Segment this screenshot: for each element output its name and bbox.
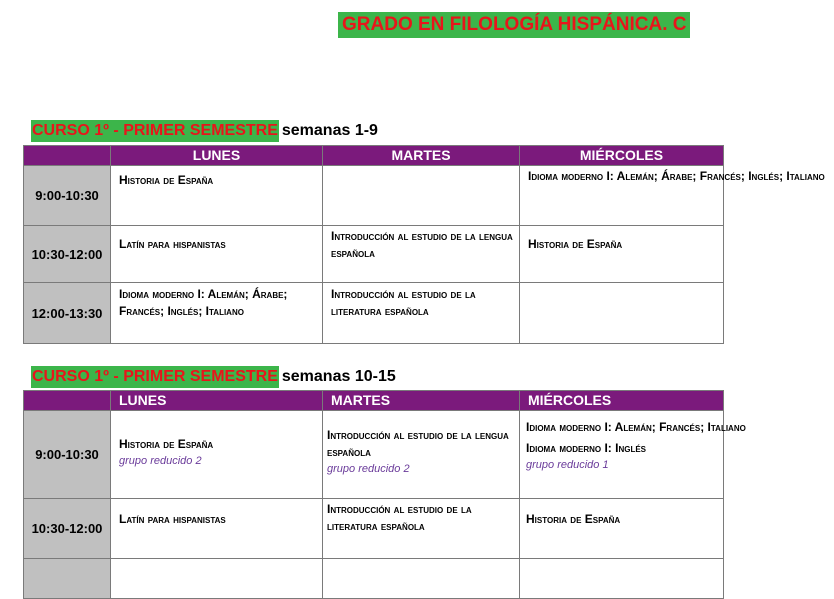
- table-header-row: [24, 391, 724, 411]
- page-title: GRADO EN FILOLOGÍA HISPÁNICA. C: [338, 12, 690, 38]
- subject: Idioma moderno I: Inglés: [526, 441, 646, 455]
- subject: [520, 283, 723, 289]
- subject: Idioma moderno I: Alemán; Árabe; Francés; Inglés; Italiano: [528, 169, 825, 183]
- table-row: [24, 226, 724, 283]
- time-slot: 12:00-13:30: [24, 283, 111, 344]
- class-cell: [111, 226, 323, 283]
- table-row: [24, 499, 724, 559]
- subject: Historia de España: [526, 512, 621, 526]
- subject: Historia de España: [119, 437, 214, 451]
- class-cell: [323, 499, 520, 559]
- table-row: [24, 559, 724, 599]
- table-row: [24, 166, 724, 226]
- subject: Idioma moderno I: Alemán; Árabe; Francés; Inglés; Italiano: [119, 287, 288, 318]
- subject: Latín para hispanistas: [119, 512, 226, 526]
- class-cell: [520, 499, 724, 559]
- class-cell: [520, 283, 724, 344]
- header-miercoles: MIÉRCOLES: [520, 391, 724, 411]
- section-heading-1: [31, 120, 378, 142]
- subject: Introducción al estudio de la literatura española: [327, 502, 472, 533]
- group-note: grupo reducido 2: [327, 463, 410, 475]
- class-cell: [111, 411, 323, 499]
- time-slot: 10:30-12:00: [24, 499, 111, 559]
- time-slot: 9:00-10:30: [24, 411, 111, 499]
- subject: Latín para hispanistas: [119, 237, 226, 251]
- schedule-table-weeks-1-9: [23, 145, 825, 344]
- class-cell: [323, 226, 520, 283]
- header-miercoles: MIÉRCOLES: [520, 146, 724, 166]
- header-blank: [24, 391, 111, 411]
- header-lunes: LUNES: [111, 146, 323, 166]
- header-blank: [24, 146, 111, 166]
- table-row: [24, 283, 724, 344]
- class-cell: [520, 166, 825, 226]
- class-cell: [111, 283, 323, 344]
- time-slot: 10:30-12:00: [24, 226, 111, 283]
- table-row: [24, 411, 724, 499]
- subject: Idioma moderno I: Alemán; Francés; Italiano: [526, 420, 746, 434]
- section-heading-2: [31, 366, 396, 388]
- weeks-label: semanas 1-9: [281, 122, 378, 139]
- header-martes: MARTES: [323, 146, 520, 166]
- weeks-label: semanas 10-15: [281, 368, 396, 385]
- subject: Historia de España: [528, 237, 623, 251]
- subject: Historia de España: [119, 173, 214, 187]
- course-tag: CURSO 1º - PRIMER SEMESTRE: [31, 366, 279, 388]
- subject: Introducción al estudio de la lengua española: [331, 229, 513, 260]
- header-martes: MARTES: [323, 391, 520, 411]
- class-cell: [111, 166, 323, 226]
- schedule-table-weeks-10-15: [23, 390, 746, 599]
- table-header-row: [24, 146, 724, 166]
- class-cell: [323, 283, 520, 344]
- class-cell: [520, 411, 746, 499]
- subject: Introducción al estudio de la lengua española: [327, 428, 509, 459]
- group-note: grupo reducido 1: [526, 459, 609, 471]
- group-note: grupo reducido 2: [119, 455, 202, 467]
- subject: Introducción al estudio de la literatura española: [331, 287, 476, 318]
- class-cell: [323, 411, 520, 499]
- class-cell: [323, 166, 520, 226]
- class-cell: [111, 499, 323, 559]
- header-lunes: LUNES: [111, 391, 323, 411]
- course-tag: CURSO 1º - PRIMER SEMESTRE: [31, 120, 279, 142]
- subject: [323, 166, 519, 172]
- class-cell: [520, 226, 724, 283]
- time-slot: 9:00-10:30: [24, 166, 111, 226]
